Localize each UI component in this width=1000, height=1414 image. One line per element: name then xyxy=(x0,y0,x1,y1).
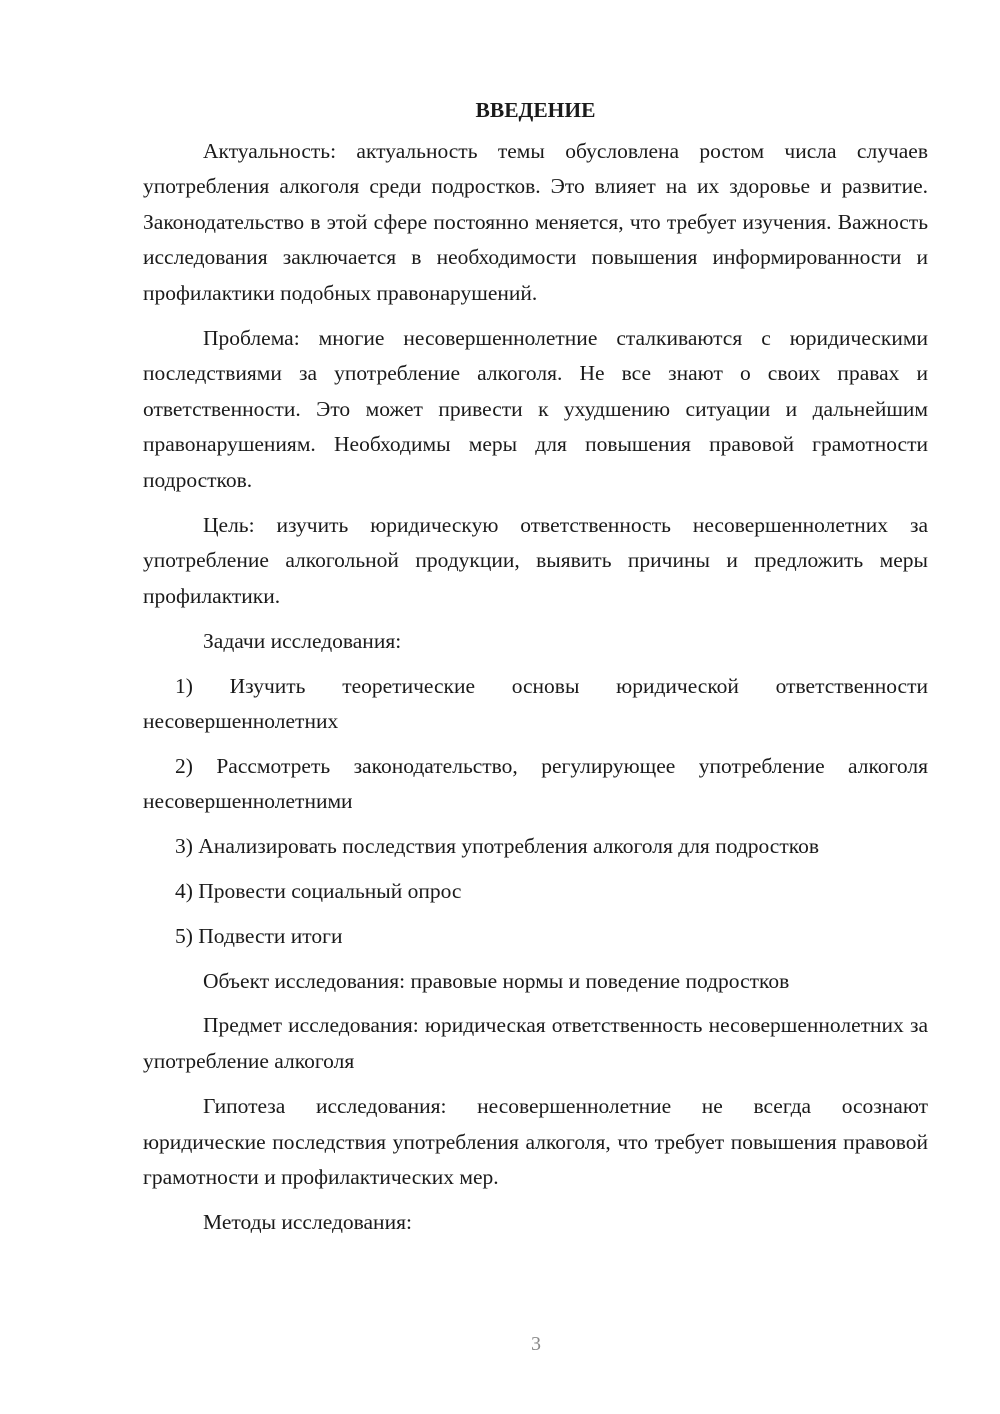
task-item: 3) Анализировать последствия употребления алкоголя для подростков xyxy=(175,834,820,859)
task-item: 5) Подвести итоги xyxy=(175,924,343,949)
task-item: 2) Рассмотреть законодательство, регулирующее употребление алкоголя несовершеннолетними xyxy=(143,754,928,814)
methods-heading: Методы исследования: xyxy=(203,1210,412,1235)
page-number: 3 xyxy=(531,1333,541,1355)
object-paragraph: Объект исследования: правовые нормы и поведение подростков xyxy=(203,969,790,994)
tasks-heading: Задачи исследования: xyxy=(203,629,402,654)
subject-paragraph: Предмет исследования: юридическая ответственность несовершеннолетних за употребление алкоголя xyxy=(143,1013,928,1073)
relevance-paragraph: Актуальность: актуальность темы обусловлена ростом числа случаев употребления алкоголя среди подростков. Это влияет на их здоровье и развитие. Законодательство в этой сфере постоянно меняется, что требует изучения. Важность исследования заключается в необходимости повышения информированности и профилактики подобных правонарушений. xyxy=(143,139,928,305)
tasks-list xyxy=(143,669,928,955)
task-item: 1) Изучить теоретические основы юридической ответственности несовершеннолетних xyxy=(143,673,928,734)
section-title: ВВЕДЕНИЕ xyxy=(475,98,596,122)
problem-paragraph: Проблема: многие несовершеннолетние сталкиваются с юридическими последствиями за употребление алкоголя. Не все знают о своих правах и ответственности. Это может привести к ухудшению ситуации и дальнейшим правонарушениям. Необходимы меры для повышения правовой грамотности подростков. xyxy=(143,326,928,492)
hypothesis-paragraph: Гипотеза исследования: несовершеннолетние не всегда осознают юридические последствия употребления алкоголя, что требует повышения правовой грамотности и профилактических мер. xyxy=(143,1094,928,1190)
document-page xyxy=(143,92,928,1251)
task-item: 4) Провести социальный опрос xyxy=(175,879,462,904)
goal-paragraph: Цель: изучить юридическую ответственность несовершеннолетних за употребление алкогольной продукции, выявить причины и предложить меры профилактики. xyxy=(143,513,928,608)
